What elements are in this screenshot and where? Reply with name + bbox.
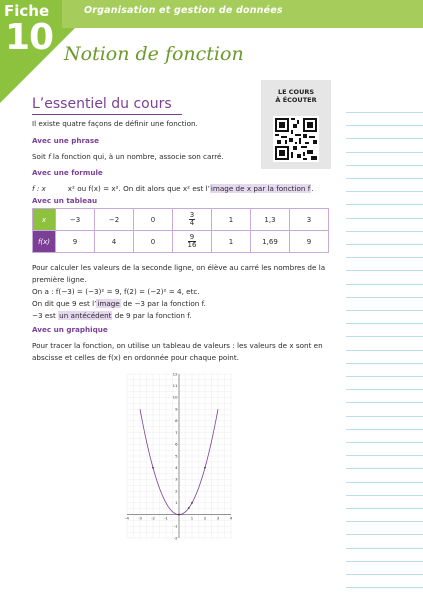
- audio-course-title: LE COURS: [277, 88, 315, 96]
- x-tick-label: -4: [125, 515, 129, 521]
- x-tick-label: 4: [229, 515, 233, 521]
- y-tick-label: 8: [175, 418, 178, 424]
- antecedent-highlight: un antécédent: [59, 311, 112, 320]
- table-cell: 3: [290, 209, 329, 231]
- x-tick-label: 3: [216, 515, 220, 521]
- y-tick-label: 4: [175, 465, 178, 471]
- category-label: Organisation et gestion de données: [84, 5, 283, 16]
- note-line: [346, 442, 423, 443]
- note-line: [346, 218, 423, 219]
- table-heading: Avec un tableau: [32, 196, 98, 205]
- y-tick-label: 1: [175, 500, 178, 506]
- table-cell: 1: [212, 231, 251, 253]
- values-table: [32, 208, 329, 253]
- calc-line-2: première ligne.: [32, 275, 87, 284]
- table-cell: −3: [56, 209, 95, 231]
- x-tick-label: 1: [190, 515, 194, 521]
- qr-code-icon[interactable]: [273, 116, 319, 162]
- note-line: [346, 323, 423, 324]
- note-line: [346, 138, 423, 139]
- y-tick-label: -2: [173, 535, 178, 541]
- note-line: [346, 534, 423, 535]
- note-line: [346, 297, 423, 298]
- graph-point: [204, 467, 206, 469]
- note-line: [346, 270, 423, 271]
- fiche-number: 10: [5, 17, 54, 58]
- section-title: L’essentiel du cours: [32, 96, 172, 112]
- calc-line-4: On dit que 9 est l’image de −3 par la fonction f.: [32, 299, 206, 308]
- x-tick-label: -1: [164, 515, 168, 521]
- graph-line-2: abscisse et celles de f(x) en ordonnée pour chaque point.: [32, 353, 239, 362]
- x-tick-label: -2: [151, 515, 155, 521]
- y-tick-label: 6: [175, 441, 178, 447]
- table-cell-fraction: $\frac{3}{4}$: [173, 209, 212, 231]
- table-cell: 1: [212, 209, 251, 231]
- note-line: [346, 178, 423, 179]
- table-cell-fraction: $\frac{9}{16}$: [173, 231, 212, 253]
- y-tick-label: 3: [175, 476, 178, 482]
- audio-course-subtitle: À ÉCOUTER: [275, 96, 317, 104]
- note-line: [346, 416, 423, 417]
- formula-heading: Avec une formule: [32, 168, 103, 177]
- note-line: [346, 284, 423, 285]
- note-line: [346, 350, 423, 351]
- graph-point: [152, 467, 154, 469]
- note-line: [346, 389, 423, 390]
- note-line: [346, 112, 423, 113]
- y-tick-label: 9: [175, 406, 178, 412]
- graph-heading: Avec un graphique: [32, 325, 108, 334]
- note-line: [346, 152, 423, 153]
- y-tick-label: 7: [175, 429, 178, 435]
- function-graph: [117, 368, 237, 548]
- y-tick-label: 11: [172, 383, 178, 389]
- note-line: [346, 482, 423, 483]
- fiche-label: Fiche: [4, 2, 50, 20]
- graph-point: [188, 507, 190, 509]
- table-row: [33, 231, 329, 253]
- notes-lines: [340, 108, 423, 600]
- table-row-label-fx: f(x): [33, 231, 56, 253]
- note-line: [346, 402, 423, 403]
- x-tick-label: -3: [138, 515, 142, 521]
- audio-course-box[interactable]: [261, 80, 331, 169]
- calc-line-1: Pour calculer les valeurs de la seconde ligne, on élève au carré les nombres de la: [32, 263, 326, 272]
- note-line: [346, 587, 423, 588]
- note-line: [346, 521, 423, 522]
- phrase-heading: Avec une phrase: [32, 136, 100, 145]
- table-cell: 0: [134, 231, 173, 253]
- x-tick-label: 2: [203, 515, 207, 521]
- note-line: [346, 429, 423, 430]
- table-cell: 9: [290, 231, 329, 253]
- graph-line-1: Pour tracer la fonction, on utilise un tableau de valeurs : les valeurs de x sont en: [32, 341, 323, 350]
- y-tick-label: 5: [175, 453, 178, 459]
- table-cell: 0: [134, 209, 173, 231]
- note-line: [346, 455, 423, 456]
- y-tick-label: 12: [172, 371, 178, 377]
- calc-line-5: −3 est un antécédent de 9 par la fonction f.: [32, 311, 192, 320]
- note-line: [346, 336, 423, 337]
- phrase-text: Soit f la fonction qui, à un nombre, associe son carré.: [32, 152, 224, 161]
- note-line: [346, 376, 423, 377]
- graph-point: [191, 502, 193, 504]
- note-line: [346, 508, 423, 509]
- note-line: [346, 495, 423, 496]
- table-row-label-x: x: [33, 209, 56, 231]
- note-line: [346, 310, 423, 311]
- note-line: [346, 244, 423, 245]
- calc-line-3: On a : f(−3) = (−3)² = 9, f(2) = (−2)² = 4, etc.: [32, 287, 200, 296]
- intro-text: Il existe quatre façons de définir une fonction.: [32, 119, 198, 128]
- note-line: [346, 561, 423, 562]
- note-line: [346, 204, 423, 205]
- table-cell: 1,69: [251, 231, 290, 253]
- section-underline: [32, 114, 182, 115]
- note-line: [346, 363, 423, 364]
- image-highlight: image: [97, 299, 120, 308]
- table-cell: 4: [95, 231, 134, 253]
- table-row: [33, 209, 329, 231]
- formula-text: f : x x² ou f(x) = x². On dit alors que x² est l’image de x par la fonction f.: [32, 184, 314, 193]
- page-title: Notion de fonction: [64, 43, 244, 65]
- note-line: [346, 548, 423, 549]
- note-line: [346, 165, 423, 166]
- formula-highlight: image de x par la fonction f: [210, 184, 311, 193]
- note-line: [346, 468, 423, 469]
- table-cell: −2: [95, 209, 134, 231]
- note-line: [346, 125, 423, 126]
- table-cell: 1,3: [251, 209, 290, 231]
- note-line: [346, 257, 423, 258]
- graph-point: [178, 514, 180, 516]
- y-tick-label: -1: [173, 523, 178, 529]
- note-line: [346, 231, 423, 232]
- table-cell: 9: [56, 231, 95, 253]
- y-tick-label: 10: [172, 394, 178, 400]
- note-line: [346, 191, 423, 192]
- note-line: [346, 574, 423, 575]
- y-tick-label: 2: [175, 488, 178, 494]
